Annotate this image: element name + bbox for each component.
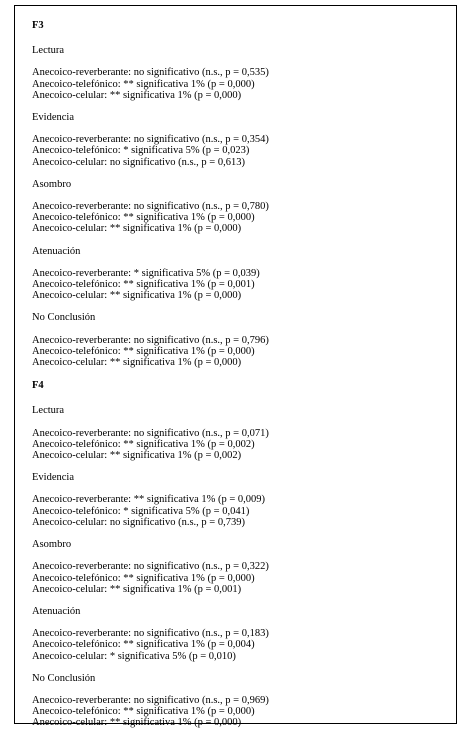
results-block [32, 134, 442, 168]
document-frame [14, 5, 457, 729]
group-label: Asombro [32, 178, 72, 190]
result-line: Anecoico-celular: ** significativa 1% (p = 0,000) [32, 89, 242, 101]
group-label: Lectura [32, 45, 65, 57]
result-line: Anecoico-telefónico: ** significativa 1% (p = 0,002) [32, 438, 255, 450]
result-line: Anecoico-telefónico: ** significativa 1% (p = 0,000) [32, 78, 255, 90]
section-f3 [32, 20, 442, 368]
section-title: F3 [32, 20, 44, 31]
result-line: Anecoico-celular: ** significativa 1% (p = 0,000) [32, 357, 242, 369]
results-block [32, 561, 442, 595]
group-label: Atenuación [32, 245, 81, 257]
group-label: Evidencia [32, 112, 74, 124]
result-line: Anecoico-celular: ** significativa 1% (p = 0,002) [32, 450, 242, 462]
result-line: Anecoico-telefónico: ** significativa 1% (p = 0,000) [32, 345, 255, 357]
result-line: Anecoico-celular: ** significativa 1% (p = 0,000) [32, 223, 242, 235]
results-block [32, 695, 442, 729]
result-line: Anecoico-reverberante: no significativo (n.s., p = 0,535) [32, 67, 269, 79]
document-content [32, 20, 442, 740]
result-line: Anecoico-telefónico: ** significativa 1% (p = 0,004) [32, 639, 255, 651]
result-line: Anecoico-telefónico: ** significativa 1% (p = 0,001) [32, 279, 255, 291]
group-label: No Conclusión [32, 312, 96, 324]
results-block [32, 268, 442, 302]
results-block [32, 628, 442, 662]
result-line: Anecoico-celular: ** significativa 1% (p = 0,001) [32, 583, 242, 595]
result-line: Anecoico-reverberante: no significativo (n.s., p = 0,780) [32, 201, 269, 213]
group-label: Atenuación [32, 605, 81, 617]
result-line: Anecoico-telefónico: ** significativa 1% (p = 0,000) [32, 572, 255, 584]
result-line: Anecoico-celular: ** significativa 1% (p = 0,000) [32, 290, 242, 302]
result-line: Anecoico-reverberante: no significativo (n.s., p = 0,322) [32, 561, 269, 573]
group-label: Lectura [32, 405, 65, 417]
result-line: Anecoico-reverberante: no significativo (n.s., p = 0,969) [32, 694, 269, 706]
result-line: Anecoico-reverberante: no significativo (n.s., p = 0,183) [32, 628, 269, 640]
group-label: Evidencia [32, 472, 74, 484]
results-block [32, 428, 442, 462]
result-line: Anecoico-celular: * significativa 5% (p = 0,010) [32, 650, 236, 662]
result-line: Anecoico-reverberante: no significativo (n.s., p = 0,796) [32, 334, 269, 346]
result-line: Anecoico-celular: ** significativa 1% (p = 0,000) [32, 717, 242, 729]
result-line: Anecoico-reverberante: * significativa 5% (p = 0,039) [32, 267, 260, 279]
results-block [32, 67, 442, 101]
result-line: Anecoico-celular: no significativo (n.s., p = 0,613) [32, 156, 245, 168]
result-line: Anecoico-celular: no significativo (n.s., p = 0,739) [32, 516, 245, 528]
results-block [32, 201, 442, 235]
group-label: No Conclusión [32, 672, 96, 684]
result-line: Anecoico-telefónico: ** significativa 1% (p = 0,000) [32, 706, 255, 718]
result-line: Anecoico-reverberante: ** significativa 1% (p = 0,009) [32, 494, 266, 506]
result-line: Anecoico-reverberante: no significativo (n.s., p = 0,071) [32, 427, 269, 439]
result-line: Anecoico-telefónico: * significativa 5% (p = 0,023) [32, 145, 250, 157]
section-f4 [32, 380, 442, 728]
result-line: Anecoico-telefónico: ** significativa 1% (p = 0,000) [32, 212, 255, 224]
result-line: Anecoico-reverberante: no significativo (n.s., p = 0,354) [32, 134, 269, 146]
group-label: Asombro [32, 539, 72, 551]
section-title: F4 [32, 380, 44, 392]
results-block [32, 494, 442, 528]
results-block [32, 335, 442, 369]
result-line: Anecoico-telefónico: * significativa 5% (p = 0,041) [32, 505, 250, 517]
